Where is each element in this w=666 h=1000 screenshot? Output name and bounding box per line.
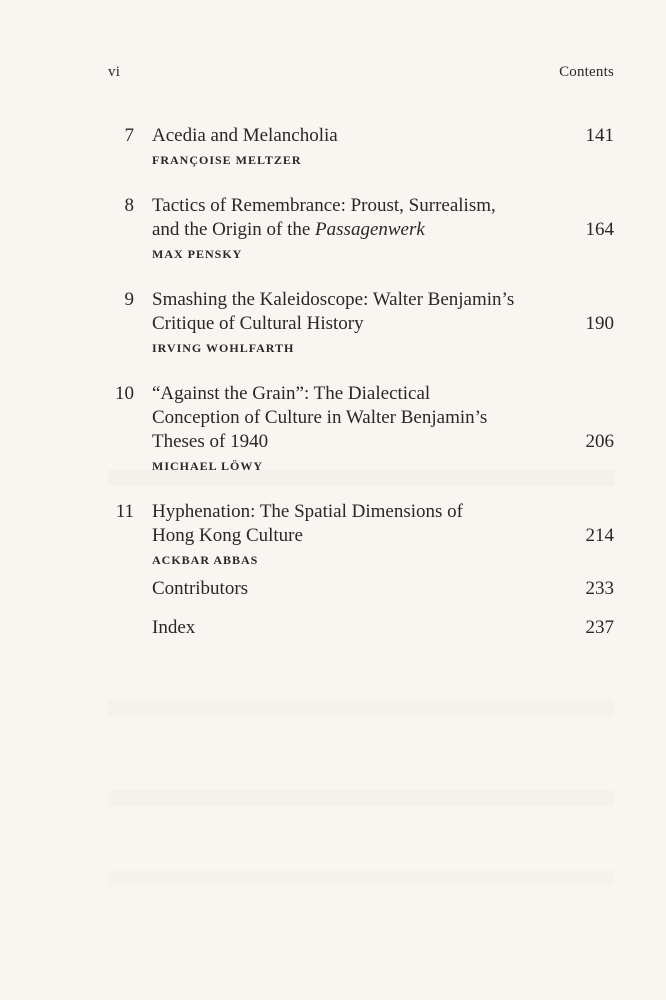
table-of-contents: [108, 124, 614, 594]
entry-body: [152, 194, 550, 265]
chapter-page: 141: [585, 125, 614, 146]
backmatter-page: 237: [585, 617, 614, 638]
chapter-number: 8: [124, 195, 134, 216]
chapter-title-italic: Passagenwerk: [315, 219, 425, 240]
chapter-page: 164: [585, 219, 614, 240]
chapter-number: 7: [124, 125, 134, 146]
entry-body: [152, 288, 550, 359]
chapter-title-line: Smashing the Kaleidoscope: Walter Benjamin’s: [152, 289, 515, 310]
toc-entry[interactable]: [108, 382, 614, 477]
chapter-page: 214: [585, 525, 614, 546]
chapter-page: 190: [585, 313, 614, 334]
backmatter-label: Index: [152, 617, 196, 638]
chapter-author: MICHAEL LÖWY: [152, 459, 264, 473]
chapter-author: IRVING WOHLFARTH: [152, 341, 295, 355]
bleed-through-shadow: [108, 790, 614, 806]
chapter-title-line: Tactics of Remembrance: Proust, Surrealism,: [152, 195, 496, 216]
backmatter-label: Contributors: [152, 578, 249, 599]
page-folio: vi: [108, 64, 121, 80]
chapter-title-line: Theses of 1940: [152, 431, 269, 452]
backmatter-page: 233: [585, 578, 614, 599]
entry-body: [152, 124, 550, 171]
entry-body: [152, 382, 550, 477]
chapter-number: 9: [124, 289, 134, 310]
entry-body: [152, 500, 550, 571]
chapter-title-text: and the Origin of the: [152, 219, 316, 240]
chapter-title-line: Hyphenation: The Spatial Dimensions of: [152, 501, 463, 522]
toc-entry[interactable]: [108, 124, 614, 171]
bleed-through-shadow: [108, 870, 614, 886]
toc-entry[interactable]: [108, 194, 614, 265]
toc-entry[interactable]: [108, 500, 614, 571]
chapter-title: Acedia and Melancholia: [152, 125, 338, 146]
toc-backmatter-contributors[interactable]: [152, 577, 614, 601]
chapter-title-line: “Against the Grain”: The Dialectical: [152, 383, 431, 404]
chapter-title-line: Hong Kong Culture: [152, 525, 303, 546]
chapter-title-line: Conception of Culture in Walter Benjamin’s: [152, 407, 488, 428]
bleed-through-shadow: [108, 700, 614, 716]
chapter-number: 11: [115, 501, 134, 522]
chapter-title-line: Critique of Cultural History: [152, 313, 364, 334]
chapter-author: MAX PENSKY: [152, 247, 243, 261]
chapter-number: 10: [115, 383, 134, 404]
chapter-title-line: [152, 218, 550, 242]
running-head: [108, 64, 614, 86]
toc-entry[interactable]: [108, 288, 614, 359]
chapter-author: FRANÇOISE MELTZER: [152, 153, 302, 167]
running-head-section: Contents: [559, 64, 614, 80]
chapter-page: 206: [585, 431, 614, 452]
toc-backmatter-index[interactable]: [152, 616, 614, 640]
chapter-author: ACKBAR ABBAS: [152, 553, 259, 567]
